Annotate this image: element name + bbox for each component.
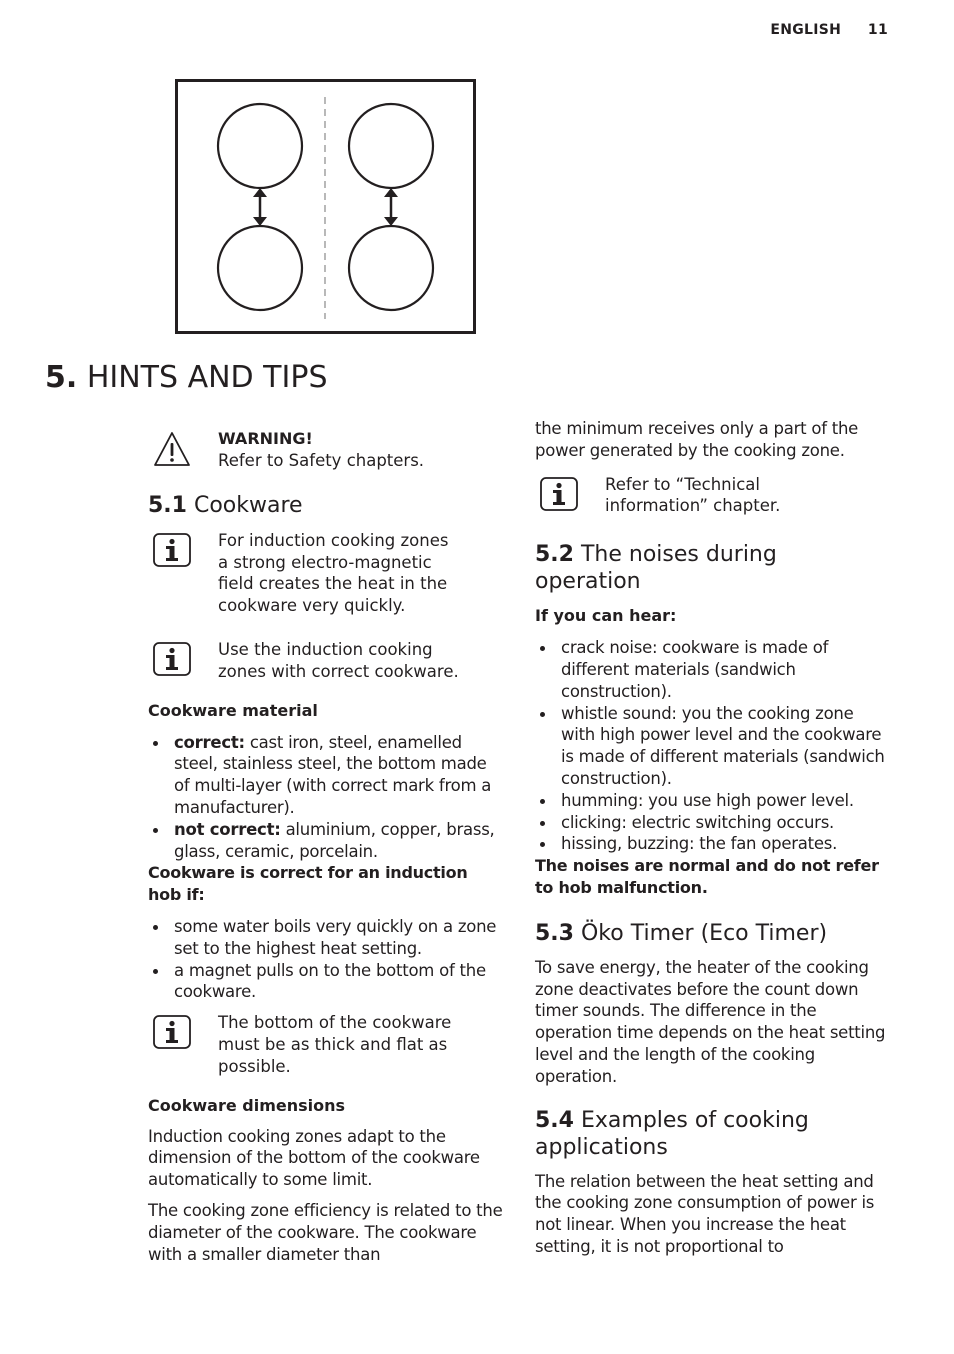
info-line: cookware very quickly. [218,596,406,616]
list-item: crack noise: cookware is made of different materials (sandwich construction). [535,637,891,702]
info-line: must be as thick and flat as [218,1034,448,1054]
warning-title: WARNING! [218,429,313,448]
right-column [535,418,891,1258]
info-icon [152,532,192,568]
info-line: For induction cooking zones [218,530,449,550]
cooking-zone-rear-right [349,226,433,310]
section-number: 5.2 [535,542,574,568]
cooking-applications-paragraph: The relation between the heat setting and the cooking zone consumption of power is not linear. When you increase the heat setting, it is not proportional to [535,1171,875,1256]
double-arrow-left-icon [253,188,267,226]
section-title: Cookware [193,492,303,518]
info-line: Use the induction cooking [218,639,433,659]
hob-zones-diagram [175,79,476,334]
chapter-number: 5. [45,360,78,395]
info-notice-correct-cookware [148,639,504,683]
info-icon [152,641,192,677]
left-column [148,425,504,1265]
section-title-line-2: operation [535,569,641,595]
info-line: The bottom of the cookware [218,1013,452,1033]
info-icon [152,1014,192,1050]
info-line: field creates the heat in the [218,574,448,594]
if-you-can-hear-heading: If you can hear: [535,606,677,626]
info-notice-technical [535,474,891,518]
section-title-line-2: applications [535,1134,668,1160]
info-notice-bottom [148,1012,504,1077]
noises-list [535,637,891,855]
section-title-line-1: The noises during [580,542,777,568]
cookware-material-list [148,732,504,863]
section-number: 5.1 [148,492,187,518]
dimensions-paragraph-1: Induction cooking zones adapt to the dimension of the bottom of the cookware automatically to some limit. [148,1126,480,1190]
cooking-zone-front-left [218,104,302,188]
section-5-4-heading [535,1107,891,1161]
chapter-title-text: HINTS AND TIPS [86,360,328,395]
eco-timer-paragraph: To save energy, the heater of the cooking zone deactivates before the count down timer sounds. The difference in the operation time depends on the heat setting level and the length of the cooking operation. [535,957,886,1086]
warning-notice [148,428,504,472]
info-line: Refer to “Technical [605,474,760,494]
warning-text: Refer to Safety chapters. [218,451,425,470]
info-line: information” chapter. [605,496,781,516]
double-arrow-right-icon [384,188,398,226]
header-language: ENGLISH [770,22,842,38]
section-title-line-1: Examples of cooking [580,1107,809,1133]
list-item: some water boils very quickly on a zone set to the highest heat setting. [148,916,504,960]
section-5-3-heading [535,920,891,947]
cookware-dimensions-heading: Cookware dimensions [148,1095,346,1115]
correct-if-heading: Cookware is correct for an induction hob if: [148,863,468,905]
cooking-zone-rear-left [218,226,302,310]
page-number: 11 [867,22,888,38]
list-item [148,732,504,819]
section-title: Öko Timer (Eco Timer) [580,920,828,946]
not-correct-text: aluminium, copper, brass, glass, ceramic, porcelain. [174,819,495,861]
list-item: humming: you use high power level. [535,790,891,812]
cooking-zone-front-right [349,104,433,188]
info-line: possible. [218,1056,291,1076]
continued-paragraph: the minimum receives only a part of the power generated by the cooking zone. [535,419,859,460]
warning-triangle-icon [152,430,192,468]
cookware-material-heading: Cookware material [148,700,318,720]
dimensions-paragraph-2: The cooking zone efficiency is related to the diameter of the cookware. The cookware with a smaller diameter than [148,1200,503,1264]
list-item: whistle sound: you the cooking zone with high power level and the cookware is made of different materials (sandwich construction). [535,703,891,790]
section-5-2-heading [535,541,891,595]
not-correct-label: not correct: [174,819,281,839]
info-icon [539,476,579,512]
section-number: 5.4 [535,1107,574,1133]
info-notice-induction [148,530,504,617]
noises-note: The noises are normal and do not refer to hob malfunction. [535,856,879,897]
info-line: a strong electro-magnetic [218,552,432,572]
list-item: clicking: electric switching occurs. [535,812,891,834]
correct-label: correct: [174,732,245,752]
section-5-1-heading [148,492,504,519]
section-number: 5.3 [535,920,574,946]
list-item: hissing, buzzing: the fan operates. [535,833,891,855]
page-header [770,22,888,38]
list-item: a magnet pulls on to the bottom of the cookware. [148,960,504,1004]
correct-text: cast iron, steel, enamelled steel, stainless steel, the bottom made of multi-layer (with correct mark from a manufacturer). [174,732,492,817]
correct-if-list [148,916,504,1003]
chapter-title [45,360,328,395]
list-item [148,819,504,863]
info-line: zones with correct cookware. [218,661,459,681]
